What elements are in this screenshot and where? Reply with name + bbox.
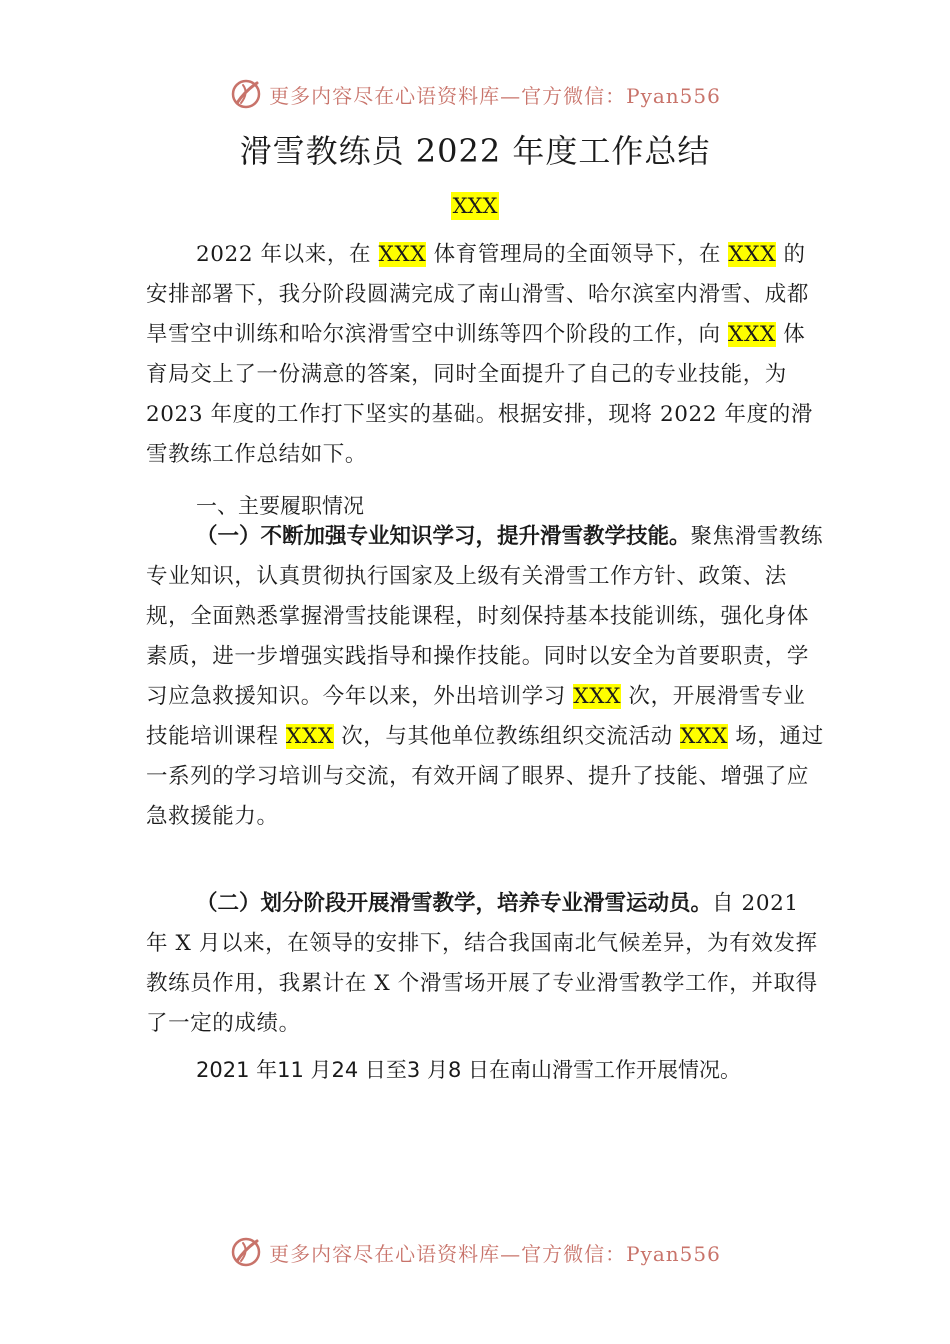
study-text-4: 场，通过一系列的学习培训与交流，有效开阔了眼界、提升了技能、增强了应急救援能力。 [146, 724, 824, 829]
intro-text-3: 的安排部署下，我分阶段圆满完成了南山滑雪、哈尔滨室内滑雪、成都旱雪空中训练和哈尔滨滑雪空中训练等四个阶段的工作，向 [146, 242, 810, 347]
placeholder-xxx: XXX [680, 724, 728, 749]
section-heading-1: 一、主要履职情况 [196, 494, 364, 518]
teaching-paragraph [146, 884, 826, 1044]
document-title: 滑雪教练员 2022 年度工作总结 [239, 132, 711, 170]
intro-text-2: 体育管理局的全面领导下，在 [426, 242, 729, 267]
author-name: XXX [452, 194, 498, 218]
intro-text-4: 体育局交上了一份满意的答案，同时全面提升了自己的专业技能，为 2023 年度的工作打下坚实的基础。根据安排，现将 2022 年度的滑雪教练工作总结如下。 [146, 322, 813, 467]
study-text-2: 次，开展滑雪专业技能培训课程 [146, 684, 806, 749]
header-watermark [0, 74, 950, 114]
watermark-text: 更多内容尽在心语资料库—官方微信：Pyan556 [269, 1241, 721, 1266]
nanshan-subheading: 2021 年11 月24 日至3 月8 日在南山滑雪工作开展情况。 [196, 1058, 741, 1082]
footer-watermark [0, 1232, 950, 1272]
placeholder-xxx: XXX [286, 724, 334, 749]
study-text-1: 聚焦滑雪教练专业知识，认真贯彻执行国家及上级有关滑雪工作方针、政策、法规，全面熟悉掌握滑雪技能课程，时刻保持基本技能训练，强化身体素质，进一步增强实践指导和操作技能。同时以安全为首要职责，学习应急救援知识。今年以来，外出培训学习 [146, 524, 824, 709]
study-paragraph [146, 517, 826, 837]
placeholder-xxx: XXX [573, 684, 622, 709]
brush-logo-icon [229, 77, 263, 111]
intro-paragraph [146, 235, 826, 475]
intro-text-1: 2022 年以来，在 [196, 242, 379, 267]
author-line [0, 192, 950, 220]
teaching-text: 自 2021 年 X 月以来，在领导的安排下，结合我国南北气候差异，为有效发挥教练员作用，我累计在 X 个滑雪场开展了专业滑雪教学工作，并取得了一定的成绩。 [146, 891, 818, 1036]
placeholder-xxx: XXX [728, 322, 776, 347]
brush-logo-icon [229, 1235, 263, 1269]
study-text-3: 次，与其他单位教练组织交流活动 [333, 724, 681, 749]
placeholder-xxx: XXX [378, 242, 427, 267]
study-heading: （一）不断加强专业知识学习，提升滑雪教学技能。 [196, 524, 691, 549]
teaching-heading: （二）划分阶段开展滑雪教学，培养专业滑雪运动员。 [196, 891, 713, 916]
watermark-text: 更多内容尽在心语资料库—官方微信：Pyan556 [269, 83, 721, 108]
placeholder-xxx: XXX [728, 242, 777, 267]
